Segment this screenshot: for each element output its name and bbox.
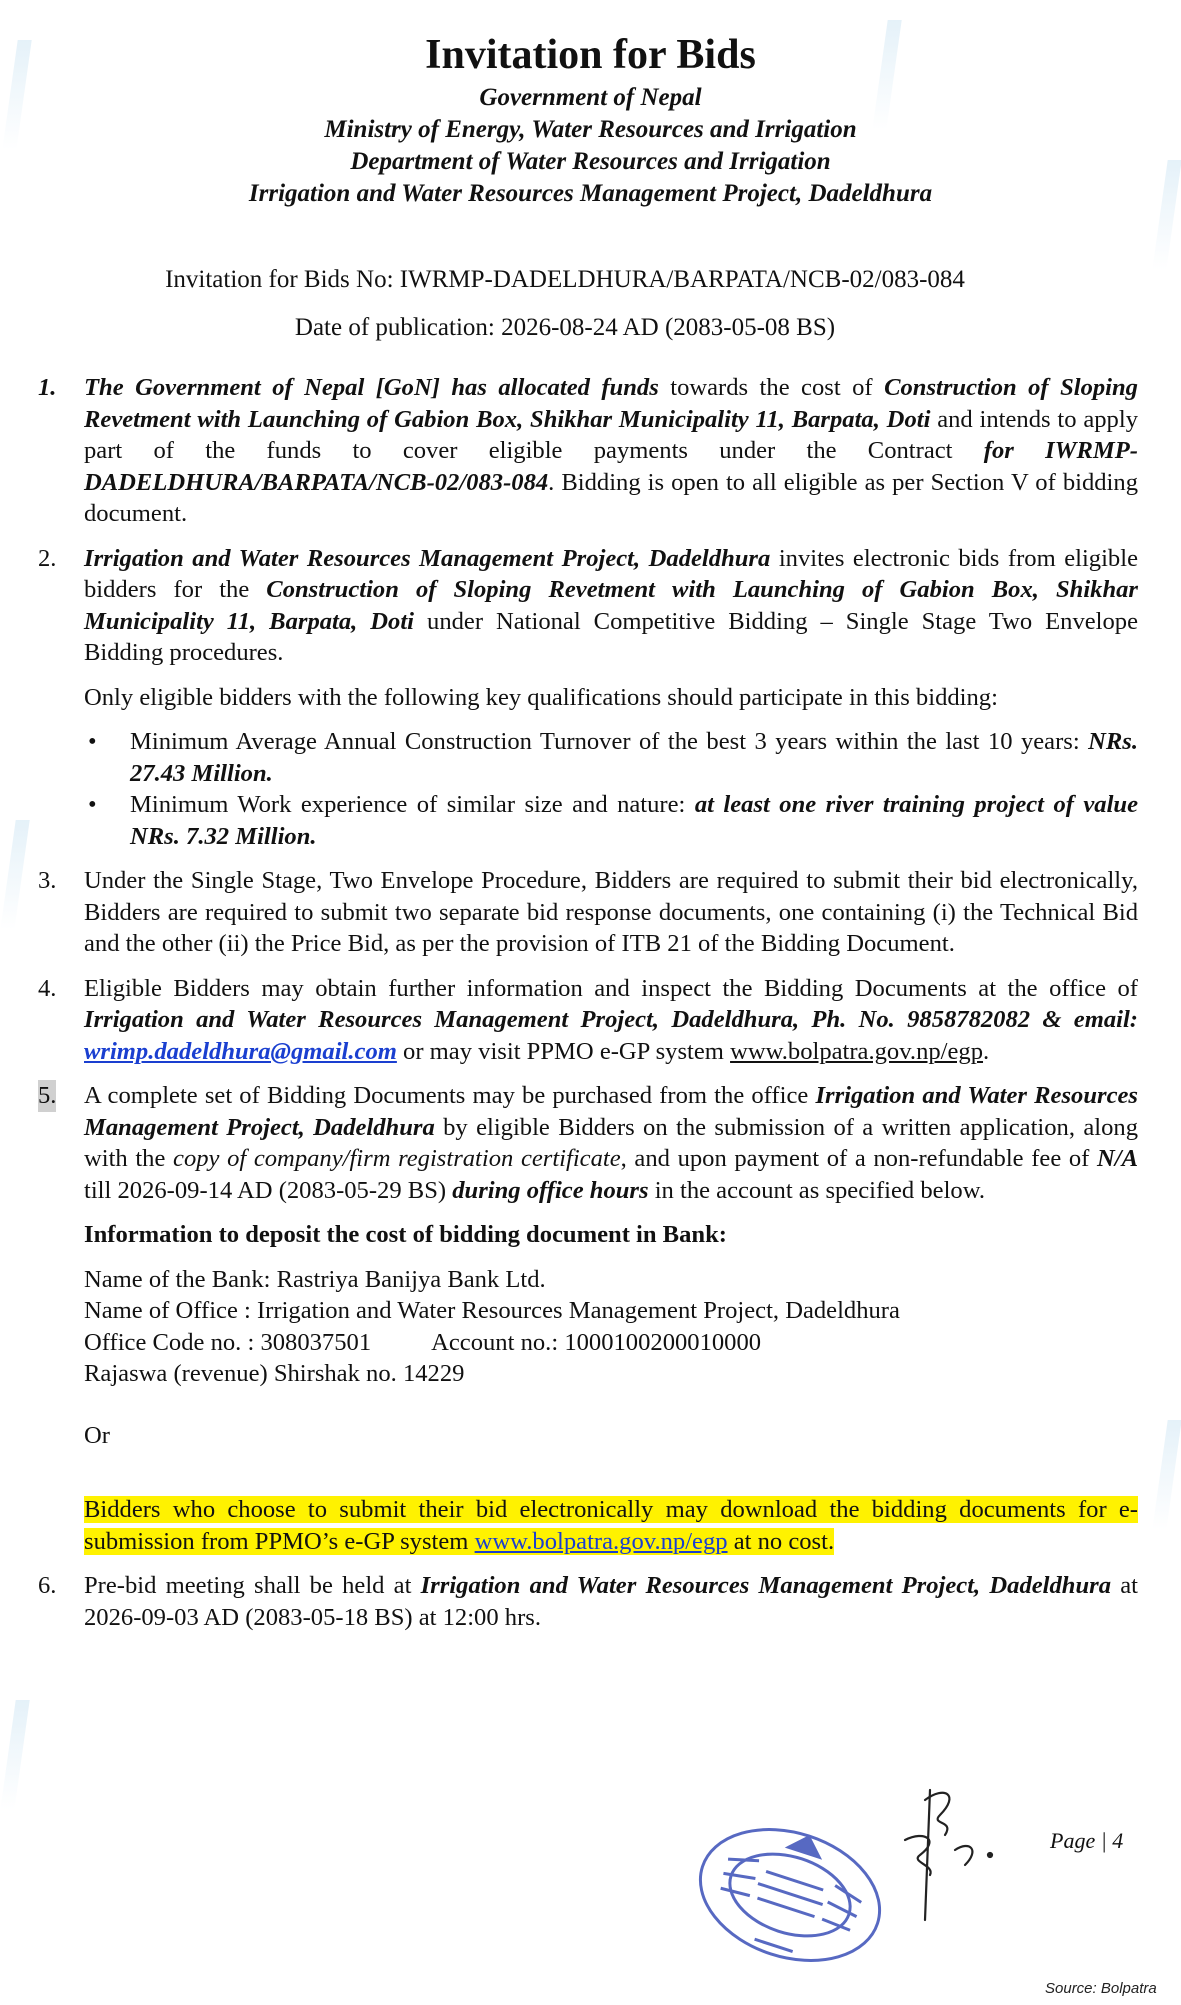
item-text: Minimum Average Annual Construction Turnover of the best 3 years within the last 10 years: bbox=[130, 728, 1089, 755]
office-name: Name of Office : Irrigation and Water Resources Management Project, Dadeldhura bbox=[84, 1297, 900, 1324]
official-seal-stamp bbox=[690, 1820, 890, 1970]
item-number: 1. bbox=[38, 374, 57, 401]
list-item-6 bbox=[38, 1570, 1138, 1633]
item-text: A complete set of Bidding Documents may be purchased from the office bbox=[84, 1082, 816, 1109]
item-text: towards the cost of bbox=[658, 374, 885, 401]
item-text: in the account as specified below. bbox=[648, 1176, 986, 1204]
highlighted-text: at no cost. bbox=[727, 1527, 835, 1555]
item-text: . bbox=[983, 1037, 990, 1065]
watermark-mark bbox=[0, 820, 29, 930]
item-text: Irrigation and Water Resources Management Project, Dadeldhura bbox=[420, 1572, 1112, 1599]
document-title: Invitation for Bids bbox=[425, 32, 756, 78]
header-line-project: Irrigation and Water Resources Management Project, Dadeldhura bbox=[248, 180, 933, 207]
item-text: N/A bbox=[1096, 1145, 1138, 1172]
header-line-ministry: Ministry of Energy, Water Resources and Irrigation bbox=[324, 116, 857, 143]
item-text: invites electronic bids from eligible bidders for the bbox=[84, 544, 1138, 603]
publication-date: Date of publication: 2026-08-24 AD (2083-05-08 BS) bbox=[294, 314, 836, 341]
item-text: The Government of Nepal [GoN] has allocated funds bbox=[84, 374, 659, 401]
list-item-1 bbox=[38, 372, 1138, 530]
list-item-5 bbox=[38, 1080, 1138, 1557]
highlighted-text: Bidders who choose to submit their bid electronically may download the bidding documents for e-submission from PPMO’s e-GP system bbox=[84, 1496, 1138, 1555]
document-body bbox=[38, 372, 1138, 1646]
qualification-turnover bbox=[84, 726, 1138, 789]
item-text: under National Competitive Bidding – Single Stage Two Envelope Bidding procedures. bbox=[84, 607, 1139, 666]
account-number: Account no.: 1000100200010000 bbox=[431, 1328, 762, 1356]
item-text: , and upon payment of a non-refundable fee of bbox=[620, 1145, 1097, 1172]
header-line-department: Department of Water Resources and Irrigation bbox=[350, 148, 831, 175]
item-text: at least one river training project of value NRs. 7.32 Million. bbox=[130, 791, 1139, 850]
bank-info bbox=[84, 1264, 1138, 1390]
qualification-list bbox=[84, 726, 1138, 852]
item-number: 3. bbox=[38, 867, 57, 894]
item-text: Construction of Sloping Revetment with Launching of Gabion Box, Shikhar Municipality 11, Barpata, Doti bbox=[84, 374, 1138, 433]
watermark-mark bbox=[1152, 1420, 1181, 1530]
item-text: till 2026-09-14 AD (2083-05-29 BS) bbox=[84, 1176, 453, 1204]
or-text: Or bbox=[84, 1421, 110, 1449]
office-code: Office Code no. : 308037501 bbox=[84, 1328, 372, 1356]
item-text: during office hours bbox=[452, 1176, 649, 1204]
item-text: Irrigation and Water Resources Management Project, Dadeldhura bbox=[84, 544, 771, 572]
list-item-2 bbox=[38, 543, 1138, 853]
watermark: ​ bbox=[218, 489, 282, 525]
header-line-government: Government of Nepal bbox=[479, 84, 702, 111]
item-text: Pre-bid meeting shall be held at bbox=[84, 1572, 421, 1599]
item-text: copy of company/firm registration certificate bbox=[173, 1145, 621, 1172]
bank-info-heading: Information to deposit the cost of bidding document in Bank: bbox=[84, 1221, 727, 1248]
item-text: for IWRMP-DADELDHURA/BARPATA/NCB-02/083-084 bbox=[84, 437, 1138, 496]
item-text: at 2026-09-03 AD (2083-05-18 BS) at 12:00 hrs. bbox=[84, 1572, 1138, 1631]
office-code-row bbox=[84, 1327, 1138, 1359]
item-text: Under the Single Stage, Two Envelope Procedure, Bidders are required to submit their bid electronically, Bidders are required to submit two separate bid response documents, one containing (i) the Technical Bid and the other (ii) the Price Bid, as per the provision of ITB 21 of the Bidding Document. bbox=[84, 867, 1138, 957]
source-credit: Source: Bolpatra bbox=[1045, 1980, 1157, 1997]
item-text: . Bidding is open to all eligible as per Section V of bidding document. bbox=[84, 468, 1138, 527]
qualification-intro: Only eligible bidders with the following key qualifications should participate in this bidding: bbox=[84, 683, 998, 711]
bolpatra-url-link[interactable]: www.bolpatra.gov.np/egp bbox=[474, 1527, 728, 1555]
qualification-experience bbox=[84, 789, 1138, 852]
egp-url-link[interactable]: www.bolpatra.gov.np/egp bbox=[730, 1037, 984, 1065]
item-number: 6. bbox=[38, 1572, 57, 1599]
item-number: 2. bbox=[38, 544, 57, 572]
item-text: Construction of Sloping Revetment with Launching of Gabion Box, Shikhar Municipality 11, Barpata, Doti bbox=[84, 576, 1138, 635]
ifb-number: Invitation for Bids No: IWRMP-DADELDHURA/BARPATA/NCB-02/083-084 bbox=[165, 266, 965, 293]
revenue-heading: Rajaswa (revenue) Shirshak no. 14229 bbox=[84, 1360, 465, 1387]
watermark-mark bbox=[0, 1700, 29, 1810]
item-text: or may visit PPMO e-GP system bbox=[396, 1037, 731, 1065]
item-text: Irrigation and Water Resources Management Project, Dadeldhura, Ph. No. 9858782082 & email: bbox=[84, 1006, 1138, 1033]
item-number: 5. bbox=[38, 1080, 56, 1112]
bank-name: Name of the Bank: Rastriya Banijya Bank Ltd. bbox=[84, 1265, 546, 1293]
signature-image bbox=[885, 1780, 1005, 1930]
item-number: 4. bbox=[38, 974, 57, 1002]
item-text: Minimum Work experience of similar size and nature: bbox=[130, 791, 695, 818]
list-item-4 bbox=[38, 973, 1138, 1068]
document-header bbox=[0, 28, 1181, 210]
item-text: by eligible Bidders on the submission of a written application, along with the bbox=[84, 1113, 1138, 1172]
page-number: Page | 4 bbox=[1050, 1828, 1124, 1853]
item-text: Eligible Bidders may obtain further information and inspect the Bidding Documents at the office of bbox=[84, 974, 1138, 1002]
item-text: and intends to apply part of the funds to cover eligible payments under the Contract bbox=[84, 405, 1138, 464]
email-link[interactable]: wrimp.dadeldhura@gmail.com bbox=[84, 1037, 397, 1065]
item-text: NRs. 27.43 Million. bbox=[130, 728, 1138, 787]
list-item-3 bbox=[38, 865, 1138, 960]
item-text: Irrigation and Water Resources Management Project, Dadeldhura bbox=[84, 1082, 1138, 1141]
